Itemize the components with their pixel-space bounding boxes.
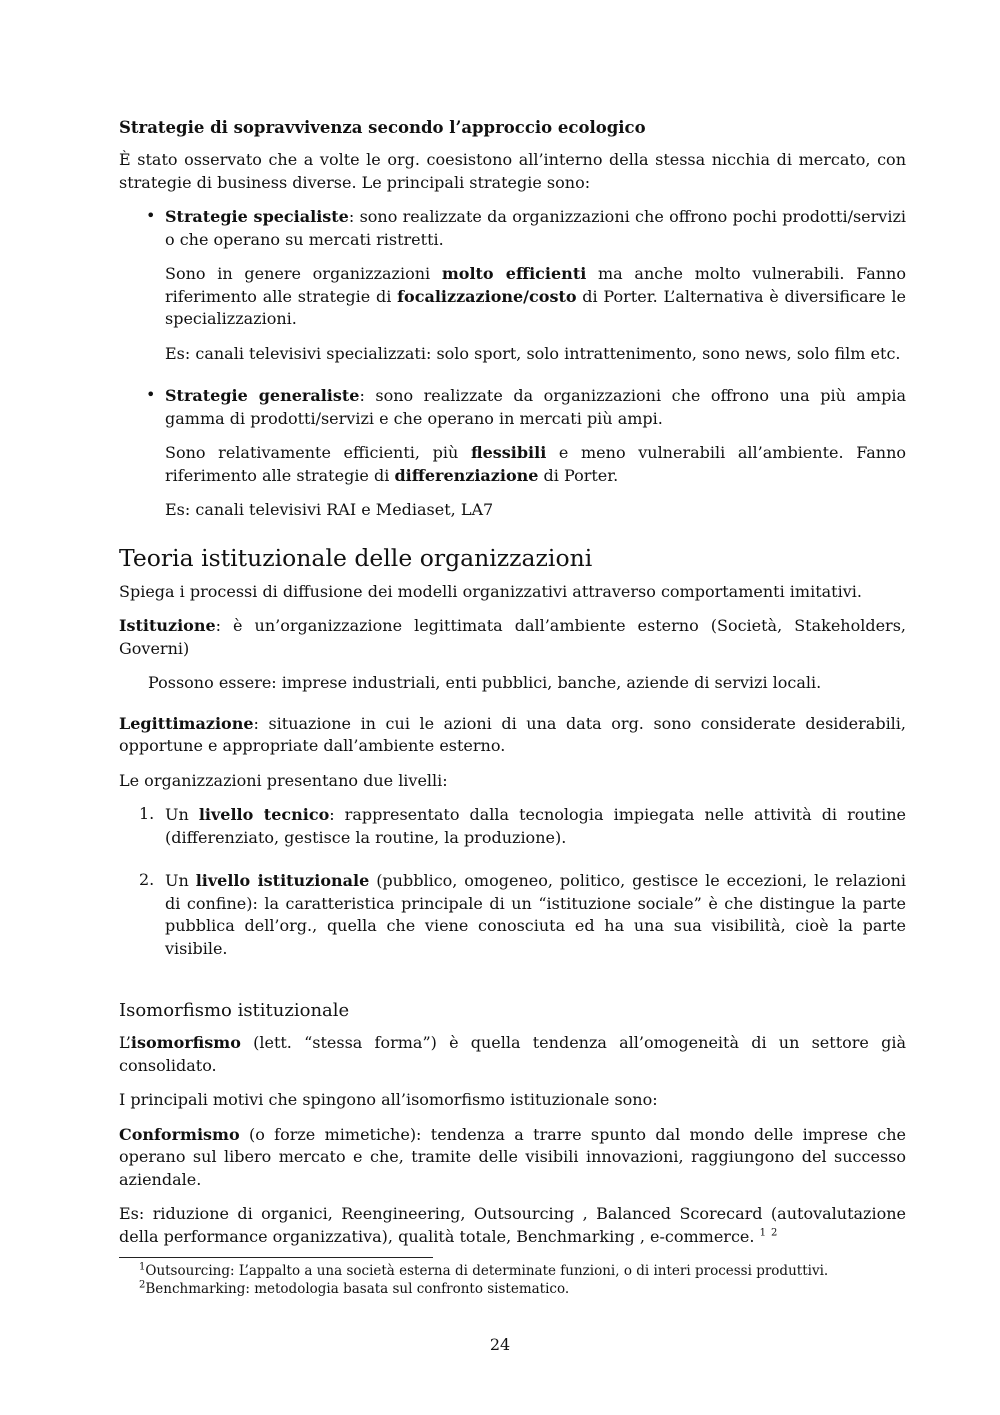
list-item: • Strategie generaliste: sono realizzate da organizzazioni che offrono una più ampia gamma di prodotti/servizi e che operano in mercati più ampi. Sono relativamente efficienti, più flessibili e meno vulnerabili all’ambiente. Fanno riferimento alle strategie di differenziazione di Porter. Es: canali televisivi RAI e Mediaset, LA7 — [146, 385, 907, 519]
footnote-ref: 1 — [759, 1227, 766, 1239]
paragraph: Le organizzazioni presentano due livelli: — [119, 770, 448, 790]
section-heading-isomorphism: Isomorfismo istituzionale — [119, 1000, 350, 1021]
page-number: 24 — [489, 1335, 511, 1354]
paragraph: Conformismo (o forze mimetiche): tendenza a trarre spunto dal mondo delle imprese che operano sul libero mercato e che, tramite delle visibili innovazioni, raggiungono del successo aziendale. — [119, 1124, 906, 1189]
term: Strategie specialiste — [165, 207, 349, 226]
list-item: • Strategie specialiste: sono realizzate da organizzazioni che offrono pochi prodotti/servizi o che operano su mercati ristretti. Sono in genere organizzazioni molto efficienti ma anche molto vulnerabili. Fanno riferimento alle strategie di focalizzazione/costo di Porter. L’alternativa è diversificare le specializzazioni. Es: canali televisivi specializzati: solo sport, solo intrattenimento, sono news, solo film etc. — [146, 206, 906, 363]
page-body — [119, 118, 906, 1298]
list-item: 1. Un livello tecnico: rappresentato dalla tecnologia impiegata nelle attività di routine (differenziato, gestisce la routine, la produzione). — [139, 804, 906, 847]
paragraph: Istituzione: è un’organizzazione legittimata dall’ambiente esterno (Società, Stakeholders, Governi) — [119, 616, 906, 658]
paragraph: I principali motivi che spingono all’isomorfismo istituzionale sono: — [119, 1090, 658, 1109]
section-heading-institutional: Teoria istituzionale delle organizzazioni — [119, 543, 593, 572]
footnote: $^1$Outsourcing: L’appalto a una società esterna di determinate funzioni, o di interi processi produttivi. — [139, 1261, 829, 1279]
paragraph: Legittimazione: situazione in cui le azioni di una data org. sono considerate desiderabili, opportune e appropriate dall’ambiente esterno. — [119, 713, 906, 755]
paragraph: Es: riduzione di organici, Reengineering, Outsourcing , Balanced Scorecard (autovalutazione della performance organizzativa), qualità totale, Benchmarking , e-commerce. $^1$ $^2$ — [119, 1204, 906, 1246]
paragraph: Spiega i processi di diffusione dei modelli organizzativi attraverso comportamenti imitativi. — [119, 581, 862, 601]
bullet-icon: • — [146, 385, 156, 404]
section-heading-ecological: Strategie di sopravvivenza secondo l’approccio ecologico — [119, 118, 646, 137]
footnote-ref: 2 — [771, 1227, 778, 1239]
list-item: 2. Un livello istituzionale (pubblico, omogeneo, politico, gestisce le eccezioni, le relazioni di confine): la caratteristica principale di un “istituzione sociale” è che distingue la parte pubblica dell’org., quella che viene conosciuta ed ha una sua visibilità, cioè la parte visibile. — [139, 870, 907, 958]
paragraph-intro: È stato osservato che a volte le org. coesistono all’interno della stessa nicchia di mercato, con strategie di business diverse. Le principali strategie sono: — [119, 150, 906, 192]
strategy-list — [119, 206, 906, 522]
footnote: $^2$Benchmarking: metodologia basata sul confronto sistematico. — [139, 1279, 570, 1297]
levels-list — [119, 804, 906, 960]
term: Strategie generaliste — [165, 386, 360, 405]
footnote-divider — [119, 1257, 433, 1258]
paragraph: L’isomorfismo (lett. “stessa forma”) è quella tendenza all’omogeneità di un settore già consolidato. — [119, 1033, 906, 1075]
paragraph-indented: Possono essere: imprese industriali, enti pubblici, banche, aziende di servizi locali. — [148, 673, 822, 692]
bullet-icon: • — [146, 206, 156, 225]
